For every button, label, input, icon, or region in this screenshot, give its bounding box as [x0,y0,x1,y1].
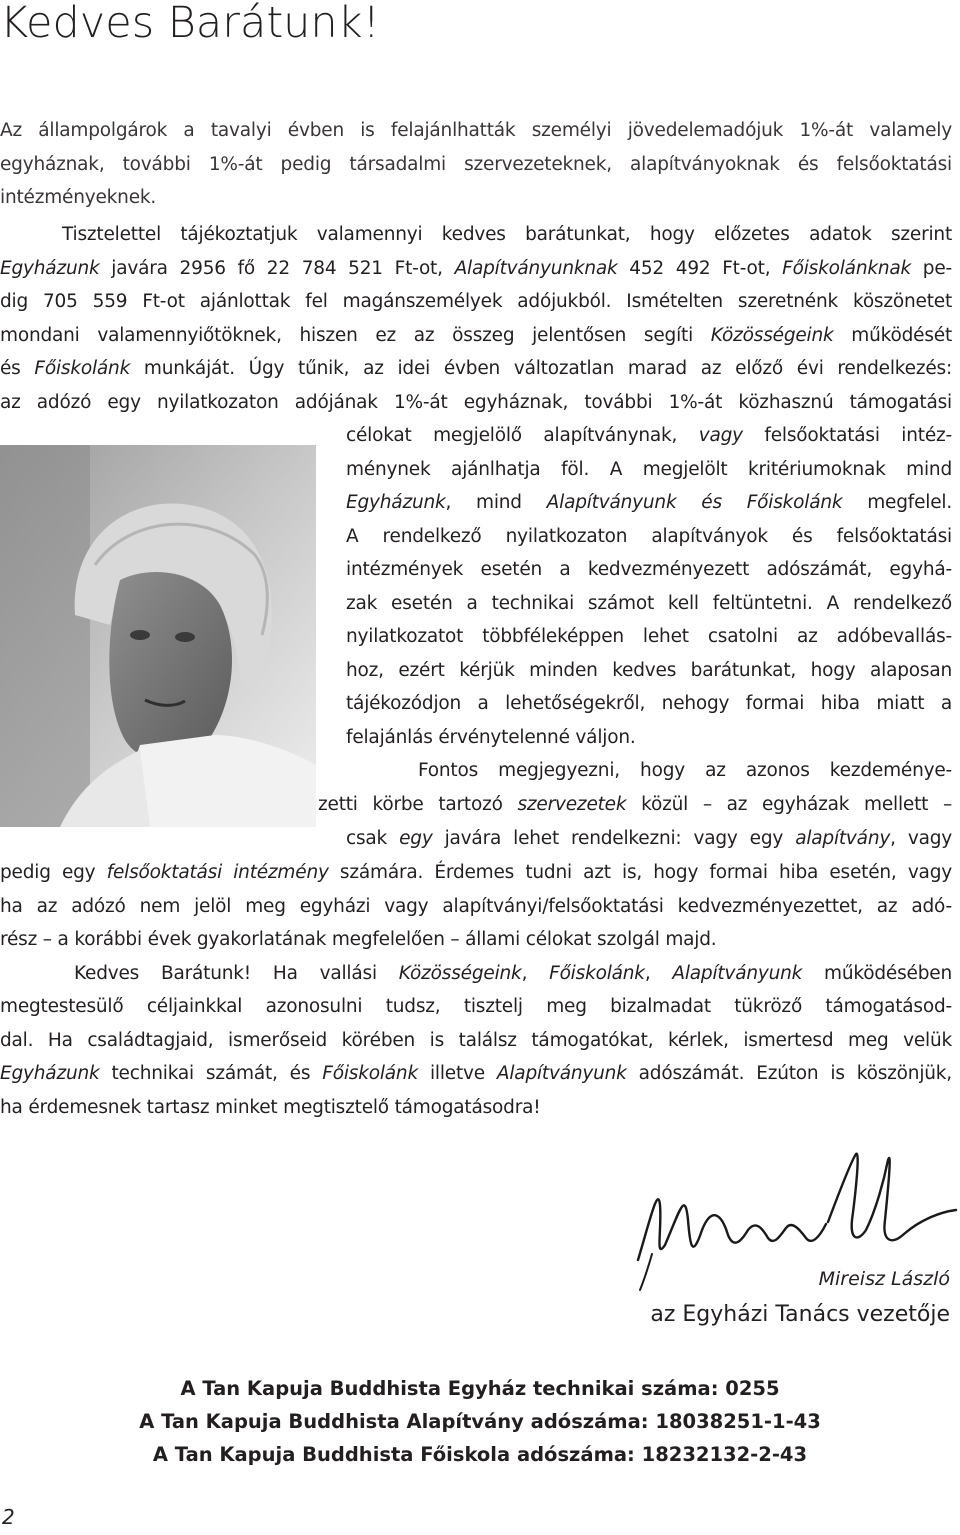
page-number: 2 [2,1505,15,1529]
intro-paragraph [0,114,952,215]
foundation-tax-number: A Tan Kapuja Buddhista Alapítvány adószáma: 18038251-1-43 [139,1410,821,1433]
body-line: Kedves Barátunk! Ha vallási Közösségeink, Főiskolánk, Alapítványunk működésében [74,962,952,984]
portrait-photo [0,445,316,827]
body-text-wrapped [346,419,952,788]
body-line: az adózó egy nyilatkozaton adójának 1%-át egyháznak, további 1%-át közhasznú támogatási [0,391,952,413]
body-text-wrapped-3 [346,822,952,856]
intro-line: egyháznak, további 1%-át pedig társadalmi szervezeteknek, alapítványoknak és felsőoktatási [0,153,952,175]
body-line: dal. Ha családtagjaid, ismerőseid körében is találsz támogatókat, kérlek, ismertesd meg velük [0,1029,952,1051]
body-text-wrapped-2 [318,788,952,822]
body-line: Egyházunk technikai számát, és Főiskolánk illetve Alapítványunk adószámát. Ezúton is köszönjük, [0,1063,952,1084]
body-text-bottom [0,856,952,1124]
college-tax-number: A Tan Kapuja Buddhista Főiskola adószáma: 18232132-2-43 [152,1443,808,1466]
body-line: hoz, ezért kérjük minden kedves barátunkat, hogy alaposan [346,659,952,681]
body-line: Fontos megjegyezni, hogy az azonos kezdeménye- [418,760,952,781]
body-line: mondani valamennyiőtöknek, hiszen ez az összeg jelentősen segíti Közösségeink működését [0,324,952,346]
tax-numbers [0,1372,960,1471]
body-line: intézmények esetén a kedvezményezett adószámát, egyhá- [346,559,952,580]
body-line: ha érdemesnek tartasz minket megtisztelő támogatásodra! [0,1096,541,1118]
body-line: dig 705 559 Ft-ot ajánlottak fel magánszemélyek adójukból. Ismételten szeretnénk köszönetet [0,291,952,312]
body-line: pedig egy felsőoktatási intézmény számára. Érdemes tudni azt is, hogy formai hiba esetén, vagy [0,862,952,883]
body-line: ménynek ajánlhatja föl. A megjelölt kritériumoknak mind [346,458,952,480]
portrait-illustration [0,445,316,827]
body-line: Tisztelettel tájékoztatjuk valamennyi kedves barátunkat, hogy előzetes adatok szerint [62,224,952,245]
body-line: csak egy javára lehet rendelkezni: vagy egy alapítvány, vagy [346,828,952,849]
intro-line: Az állampolgárok a tavalyi évben is felajánlhatták személyi jövedelemadójuk 1%-át valamely [0,120,952,141]
page-title: Kedves Barátunk! [0,0,380,48]
body-line: célokat megjelölő alapítványnak, vagy felsőoktatási intéz- [346,425,952,446]
body-line: nyilatkozatot többféleképpen lehet csatolni az adóbevallás- [346,626,952,647]
body-line: Egyházunk, mind Alapítványunk és Főiskolánk megfelel. [346,492,953,513]
body-line: Egyházunk javára 2956 fő 22 784 521 Ft-ot, Alapítványunknak 452 492 Ft-ot, Főiskolánknak pe- [0,257,953,279]
body-line: zak esetén a technikai számot kell feltüntetni. A rendelkező [346,592,952,614]
body-line: megtestesülő céljainkkal azonosulni tudsz, tisztelj meg bizalmadat tükröző támogatásod- [0,996,952,1017]
body-line: rész – a korábbi évek gyakorlatának megfelelően – állami célokat szolgál majd. [0,929,717,950]
body-line: felajánlás érvénytelenné váljon. [346,726,636,748]
body-line: tájékozódjon a lehetőségekről, nehogy formai hiba miatt a [346,693,952,714]
signer-role: az Egyházi Tanács vezetője [650,1302,950,1327]
body-line: zetti körbe tartozó szervezetek közül – az egyházak mellett – [318,794,952,815]
body-line: ha az adózó nem jelöl meg egyházi vagy alapítványi/felsőoktatási kedvezményezettet, az adó- [0,895,952,917]
intro-line: intézményeknek. [0,187,157,208]
signer-name: Mireisz László [818,1268,950,1290]
body-line: A rendelkező nyilatkozaton alapítványok és felsőoktatási [346,525,952,547]
technical-number: A Tan Kapuja Buddhista Egyház technikai száma: 0255 [180,1377,780,1400]
body-text-top [0,218,952,419]
body-line: és Főiskolánk munkáját. Úgy tűnik, az idei évben változatlan marad az előző évi rendelkezés: [0,358,952,379]
